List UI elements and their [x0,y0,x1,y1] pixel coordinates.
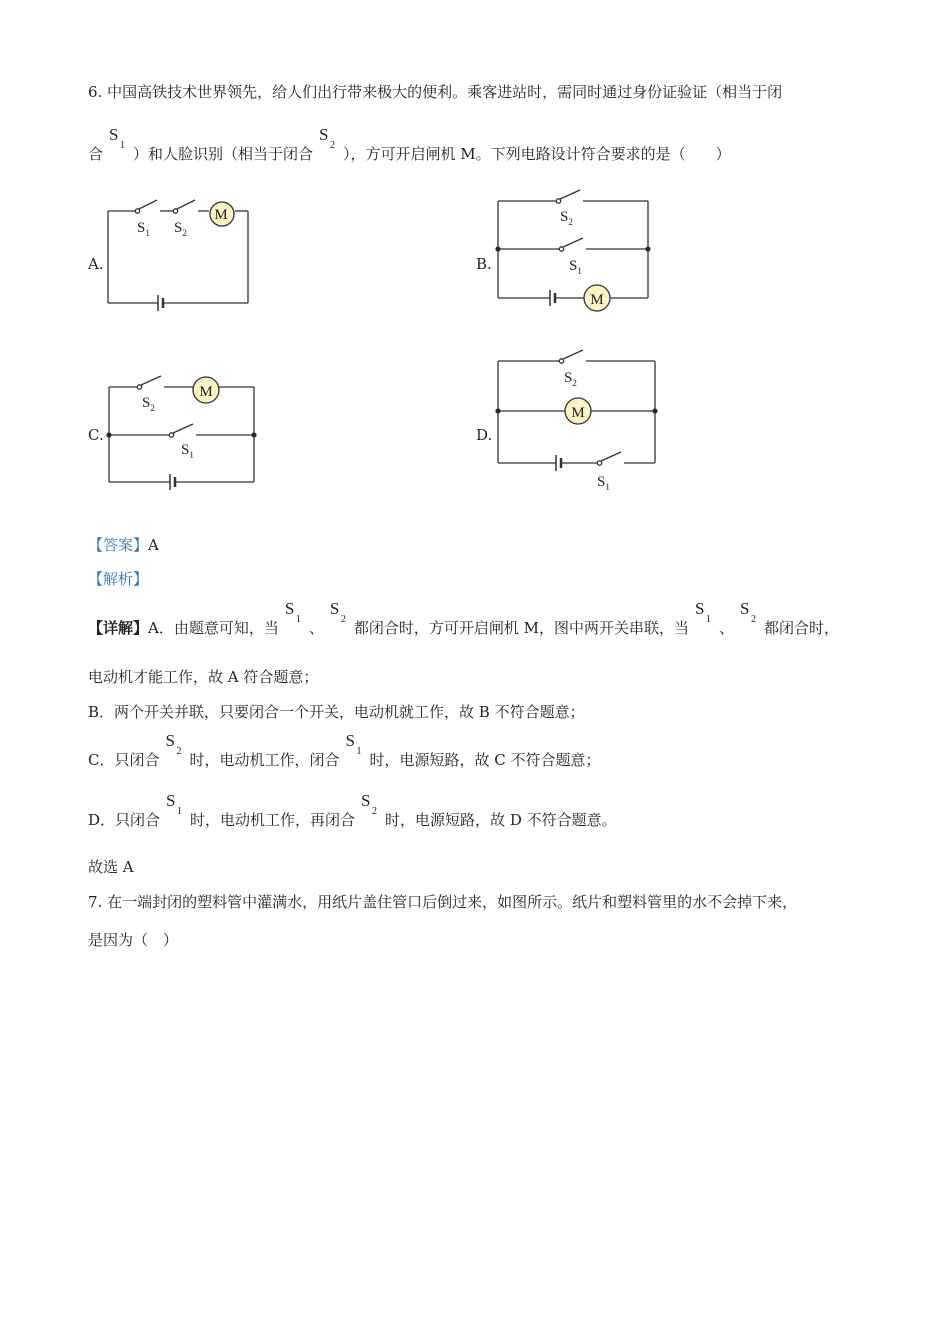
motor-label-d: M [571,405,585,421]
option-d-label: D. [476,426,493,444]
answer-label: 【答案】 [88,536,149,554]
switch-label-b2: $S_2$ [560,209,573,227]
option-b-label: B. [476,255,492,273]
analysis-line [88,569,148,589]
circuit-b [496,190,650,311]
switch-label-a1: $S_1$ [137,220,150,238]
conclusion-line: 故选 A [88,858,134,876]
detail-a-line1: 【详解】A．由题意可知，当 S 1 、 S 2 都闭合时，方可开启闸机 M，图中两开关串联，当 S 1 、 S 2 都闭合时， [88,599,840,637]
q7-line2: 是因为（ ） [88,931,179,949]
q7-line1: 7. 在一端封闭的塑料管中灌满水，用纸片盖住管口后倒过来，如图所示。纸片和塑料管里的水不会掉下来， [88,893,798,911]
detail-c-line: C．只闭合 S 2 时，电动机工作，闭合 S 1 时，电源短路，故 C 不符合题意； [88,731,601,769]
motor-label-b: M [590,292,604,308]
motor-label-a: M [214,207,228,223]
q6-line1: 6. 中国高铁技术世界领先，给人们出行带来极大的便利。乘客进站时，需同时通过身份证验证（相当于闭 [88,83,783,101]
switch-label-d1: $S_1$ [597,474,610,492]
switch-label-d2: $S_2$ [564,370,577,388]
circuit-diagrams [0,0,950,510]
detail-d-line: D．只闭合 S 1 时，电动机工作，再闭合 S 2 时，电源短路，故 D 不符合题意。 [88,791,617,829]
option-c-label: C. [88,426,104,444]
answer-line [88,535,159,555]
detail-b-line: B．两个开关并联，只要闭合一个开关，电动机就工作，故 B 不符合题意； [88,703,585,721]
option-a-label: A. [88,255,104,273]
switch-label-b1: $S_1$ [569,258,582,276]
analysis-label: 【解析】 [88,570,149,588]
answer-value: A [148,536,159,554]
circuit-c [107,376,256,490]
switch-label-c1: $S_1$ [181,442,194,460]
switch-label-c2: $S_2$ [142,395,155,413]
switch-label-a2: $S_2$ [174,220,187,238]
motor-label-c: M [199,384,213,400]
q6-line2: 合 S 1 ）和人脸识别（相当于闭合 S 2 ），方可开启闸机 M。下列电路设计符合要求的是（ ） [88,125,731,163]
detail-a-line2: 电动机才能工作，故 A 符合题意； [88,668,319,686]
